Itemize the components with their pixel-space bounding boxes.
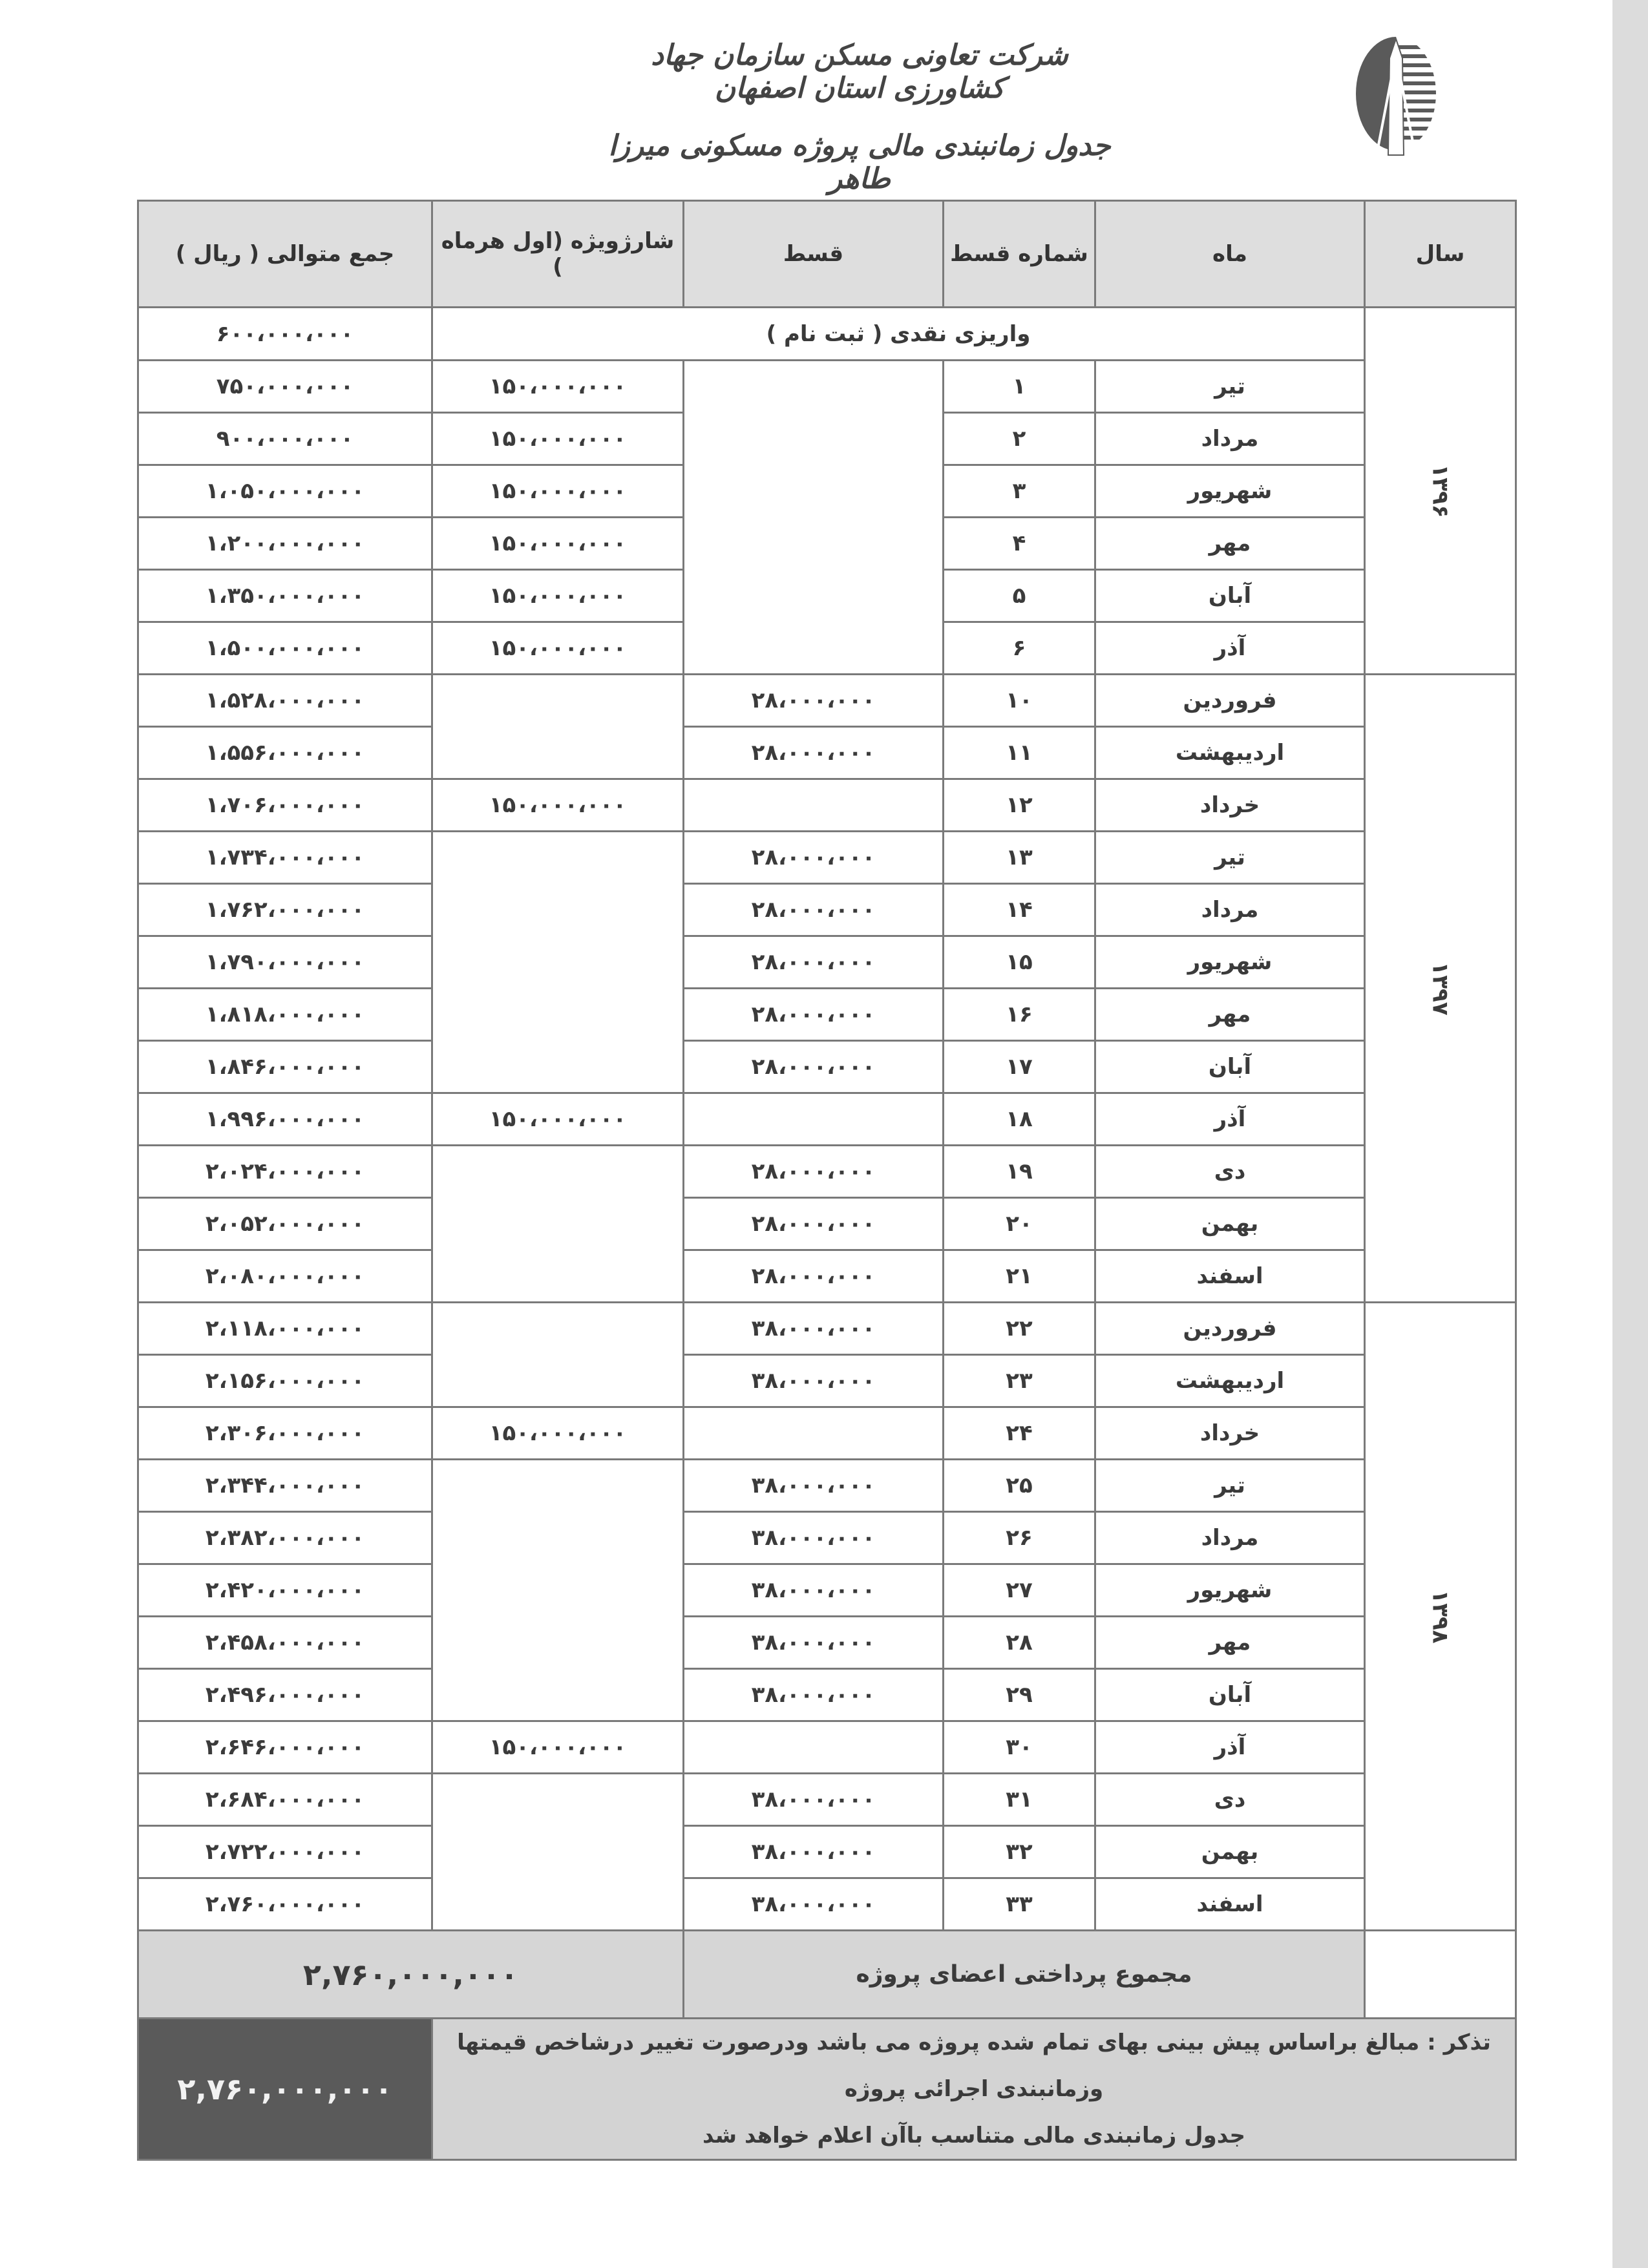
installment-cell: ۳۸،۰۰۰،۰۰۰ [684, 1564, 944, 1617]
document-title: جدول زمانبندی مالی پروژه مسکونی میرزا طاهر [608, 129, 1111, 195]
cumulative-cell: ۲،۳۴۴،۰۰۰،۰۰۰ [138, 1460, 432, 1512]
installment-number-cell: ۱۷ [944, 1041, 1095, 1093]
column-header-year: سال [1365, 201, 1516, 308]
installment-cell: ۲۸،۰۰۰،۰۰۰ [684, 1250, 944, 1303]
installment-number-cell: ۵ [944, 570, 1095, 622]
charge-cell: ۱۵۰،۰۰۰،۰۰۰ [432, 465, 684, 518]
table-row [138, 989, 1516, 1041]
cumulative-cell: ۲،۴۹۶،۰۰۰،۰۰۰ [138, 1669, 432, 1721]
table-row [138, 779, 1516, 832]
cumulative-cell: ۱،۳۵۰،۰۰۰،۰۰۰ [138, 570, 432, 622]
cumulative-cell: ۱،۲۰۰،۰۰۰،۰۰۰ [138, 518, 432, 570]
cumulative-cell: ۲،۶۸۴،۰۰۰،۰۰۰ [138, 1774, 432, 1826]
installment-cell: ۲۸،۰۰۰،۰۰۰ [684, 832, 944, 884]
installment-number-cell: ۱۵ [944, 936, 1095, 989]
cumulative-cell: ۱،۹۹۶،۰۰۰،۰۰۰ [138, 1093, 432, 1146]
month-cell: دی [1095, 1774, 1365, 1826]
year-cell [1365, 675, 1516, 1303]
month-cell: اسفند [1095, 1250, 1365, 1303]
cumulative-cell: ۲،۷۶۰،۰۰۰،۰۰۰ [138, 1878, 432, 1931]
month-cell: آذر [1095, 622, 1365, 675]
cumulative-cell: ۲،۷۲۲،۰۰۰،۰۰۰ [138, 1826, 432, 1878]
table-row [138, 1198, 1516, 1250]
installment-cell: ۲۸،۰۰۰،۰۰۰ [684, 727, 944, 779]
installment-cell: ۲۸،۰۰۰،۰۰۰ [684, 1146, 944, 1198]
charge-cell: ۱۵۰،۰۰۰،۰۰۰ [432, 1093, 684, 1146]
cumulative-cell: ۲،۴۵۸،۰۰۰،۰۰۰ [138, 1617, 432, 1669]
charge-cell: ۱۵۰،۰۰۰،۰۰۰ [432, 1407, 684, 1460]
column-header-month: ماه [1095, 201, 1365, 308]
year-cell [1365, 1303, 1516, 1931]
table-row [138, 832, 1516, 884]
installment-number-cell: ۲۵ [944, 1460, 1095, 1512]
installment-cell: ۳۸،۰۰۰،۰۰۰ [684, 1774, 944, 1826]
installment-cell [684, 1093, 944, 1146]
installment-number-cell: ۶ [944, 622, 1095, 675]
installment-cell: ۲۸،۰۰۰،۰۰۰ [684, 675, 944, 727]
charge-cell: ۱۵۰،۰۰۰،۰۰۰ [432, 622, 684, 675]
payment-schedule-table [137, 200, 1517, 2161]
cumulative-cell: ۱،۸۴۶،۰۰۰،۰۰۰ [138, 1041, 432, 1093]
year-label: ۱۳۹۸ [1427, 1589, 1453, 1644]
installment-number-cell: ۱۰ [944, 675, 1095, 727]
month-cell: فروردین [1095, 675, 1365, 727]
cumulative-cell: ۱،۰۵۰،۰۰۰،۰۰۰ [138, 465, 432, 518]
charge-cell-empty [432, 1303, 684, 1407]
table-row [138, 1407, 1516, 1460]
installment-cell: ۳۸،۰۰۰،۰۰۰ [684, 1617, 944, 1669]
charge-cell-empty [432, 1774, 684, 1931]
installment-cell: ۳۸،۰۰۰،۰۰۰ [684, 1460, 944, 1512]
table-row [138, 727, 1516, 779]
cumulative-cell: ۱،۵۵۶،۰۰۰،۰۰۰ [138, 727, 432, 779]
logo-tower [1388, 39, 1404, 155]
month-cell: اردیبهشت [1095, 1355, 1365, 1407]
cumulative-cell: ۲،۴۲۰،۰۰۰،۰۰۰ [138, 1564, 432, 1617]
month-cell: اسفند [1095, 1878, 1365, 1931]
cumulative-cell: ۱،۷۳۴،۰۰۰،۰۰۰ [138, 832, 432, 884]
charge-cell-empty [432, 675, 684, 779]
tower-emblem-logo [1331, 32, 1461, 174]
note-line-2: جدول زمانبندی مالی متناسب باآن اعلام خواهد شد [703, 2123, 1245, 2148]
installment-cell: ۳۸،۰۰۰،۰۰۰ [684, 1303, 944, 1355]
table-row [138, 1774, 1516, 1826]
table-row [138, 1146, 1516, 1198]
table-header-row [138, 201, 1516, 308]
installment-cell [684, 779, 944, 832]
year-label: ۱۳۹۷ [1427, 961, 1453, 1016]
month-cell: شهریور [1095, 936, 1365, 989]
cumulative-cell: ۱،۵۰۰،۰۰۰،۰۰۰ [138, 622, 432, 675]
installment-number-cell: ۲۸ [944, 1617, 1095, 1669]
table-row [138, 675, 1516, 727]
month-cell: تیر [1095, 832, 1365, 884]
month-cell: بهمن [1095, 1826, 1365, 1878]
company-name: شرکت تعاونی مسکن سازمان جهاد کشاورزی استان اصفهان [651, 39, 1068, 105]
column-header-installment-number: شماره قسط [944, 201, 1095, 308]
note-line-1: تذکر : مبالغ براساس پیش بینی بهای تمام شده پروژه می باشد ودرصورت تغییر درشاخص قیمتها وزمانبندی اجرائی پروژه [457, 2030, 1491, 2102]
month-cell: مهر [1095, 1617, 1365, 1669]
installment-cell [684, 1721, 944, 1774]
total-blank-cell [1365, 1931, 1516, 2019]
month-cell: آذر [1095, 1721, 1365, 1774]
month-cell: اردیبهشت [1095, 727, 1365, 779]
month-cell: بهمن [1095, 1198, 1365, 1250]
charge-cell-empty [432, 1460, 684, 1721]
month-cell: مهر [1095, 989, 1365, 1041]
installment-number-cell: ۱۳ [944, 832, 1095, 884]
cumulative-cell: ۱،۷۶۲،۰۰۰،۰۰۰ [138, 884, 432, 936]
installment-number-cell: ۱ [944, 361, 1095, 413]
cumulative-cell: ۱،۸۱۸،۰۰۰،۰۰۰ [138, 989, 432, 1041]
total-value: ۲,۷۶۰,۰۰۰,۰۰۰ [138, 1931, 684, 2019]
installment-cell: ۲۸،۰۰۰،۰۰۰ [684, 1041, 944, 1093]
installment-cell-empty [684, 361, 944, 675]
cumulative-cell: ۷۵۰،۰۰۰،۰۰۰ [138, 361, 432, 413]
installment-cell [684, 1407, 944, 1460]
month-cell: مرداد [1095, 413, 1365, 465]
installment-number-cell: ۳۲ [944, 1826, 1095, 1878]
installment-cell: ۳۸،۰۰۰،۰۰۰ [684, 1669, 944, 1721]
cumulative-cell: ۲،۱۵۶،۰۰۰،۰۰۰ [138, 1355, 432, 1407]
column-header-cumulative: جمع متوالی ( ریال ) [138, 201, 432, 308]
installment-number-cell: ۲۹ [944, 1669, 1095, 1721]
note-total-value: ۲,۷۶۰,۰۰۰,۰۰۰ [138, 2019, 432, 2160]
month-cell: آذر [1095, 1093, 1365, 1146]
installment-number-cell: ۱۶ [944, 989, 1095, 1041]
note-text [432, 2019, 1516, 2160]
table-row [138, 884, 1516, 936]
cumulative-cell: ۱،۵۲۸،۰۰۰،۰۰۰ [138, 675, 432, 727]
month-cell: شهریور [1095, 465, 1365, 518]
cumulative-cell: ۱،۷۰۶،۰۰۰،۰۰۰ [138, 779, 432, 832]
registration-label: واریزی نقدی ( ثبت نام ) [432, 308, 1365, 361]
month-cell: شهریور [1095, 1564, 1365, 1617]
installment-number-cell: ۳ [944, 465, 1095, 518]
month-cell: فروردین [1095, 1303, 1365, 1355]
month-cell: خرداد [1095, 779, 1365, 832]
installment-number-cell: ۴ [944, 518, 1095, 570]
charge-cell: ۱۵۰،۰۰۰،۰۰۰ [432, 361, 684, 413]
cumulative-cell: ۲،۳۰۶،۰۰۰،۰۰۰ [138, 1407, 432, 1460]
installment-number-cell: ۲۶ [944, 1512, 1095, 1564]
cumulative-cell: ۹۰۰،۰۰۰،۰۰۰ [138, 413, 432, 465]
column-header-installment: قسط [684, 201, 944, 308]
installment-number-cell: ۲۴ [944, 1407, 1095, 1460]
installment-cell: ۳۸،۰۰۰،۰۰۰ [684, 1878, 944, 1931]
installment-cell: ۲۸،۰۰۰،۰۰۰ [684, 1198, 944, 1250]
month-cell: خرداد [1095, 1407, 1365, 1460]
installment-cell: ۲۸،۰۰۰،۰۰۰ [684, 989, 944, 1041]
cumulative-cell: ۲،۰۲۴،۰۰۰،۰۰۰ [138, 1146, 432, 1198]
installment-cell: ۲۸،۰۰۰،۰۰۰ [684, 884, 944, 936]
installment-number-cell: ۳۰ [944, 1721, 1095, 1774]
charge-cell-empty [432, 832, 684, 1093]
table-row [138, 1564, 1516, 1617]
installment-cell: ۳۸،۰۰۰،۰۰۰ [684, 1512, 944, 1564]
installment-number-cell: ۲۱ [944, 1250, 1095, 1303]
table-row [138, 1669, 1516, 1721]
installment-number-cell: ۲ [944, 413, 1095, 465]
charge-cell: ۱۵۰،۰۰۰،۰۰۰ [432, 413, 684, 465]
installment-number-cell: ۱۹ [944, 1146, 1095, 1198]
charge-cell: ۱۵۰،۰۰۰،۰۰۰ [432, 779, 684, 832]
cumulative-cell: ۲،۶۴۶،۰۰۰،۰۰۰ [138, 1721, 432, 1774]
month-cell: تیر [1095, 1460, 1365, 1512]
total-label: مجموع پرداختی اعضای پروژه [684, 1931, 1365, 2019]
table-row [138, 1041, 1516, 1093]
cumulative-cell: ۱،۷۹۰،۰۰۰،۰۰۰ [138, 936, 432, 989]
installment-number-cell: ۲۳ [944, 1355, 1095, 1407]
total-row [138, 1931, 1516, 2019]
month-cell: تیر [1095, 361, 1365, 413]
column-header-charge: شارژویژه (اول هرماه ) [432, 201, 684, 308]
installment-cell: ۳۸،۰۰۰،۰۰۰ [684, 1826, 944, 1878]
year-cell [1365, 308, 1516, 675]
installment-number-cell: ۲۲ [944, 1303, 1095, 1355]
month-cell: مرداد [1095, 884, 1365, 936]
registration-cumulative: ۶۰۰،۰۰۰،۰۰۰ [138, 308, 432, 361]
installment-number-cell: ۱۱ [944, 727, 1095, 779]
table-row [138, 1250, 1516, 1303]
charge-cell: ۱۵۰،۰۰۰،۰۰۰ [432, 570, 684, 622]
table-row [138, 1460, 1516, 1512]
year-label: ۱۳۹۶ [1427, 463, 1453, 518]
month-cell: آبان [1095, 1041, 1365, 1093]
charge-cell: ۱۵۰،۰۰۰،۰۰۰ [432, 518, 684, 570]
cumulative-cell: ۲،۰۵۲،۰۰۰،۰۰۰ [138, 1198, 432, 1250]
table-row [138, 361, 1516, 413]
installment-cell: ۳۸،۰۰۰،۰۰۰ [684, 1355, 944, 1407]
installment-number-cell: ۳۳ [944, 1878, 1095, 1931]
installment-number-cell: ۲۰ [944, 1198, 1095, 1250]
installment-number-cell: ۱۲ [944, 779, 1095, 832]
charge-cell-empty [432, 1146, 684, 1303]
month-cell: مرداد [1095, 1512, 1365, 1564]
installment-number-cell: ۱۸ [944, 1093, 1095, 1146]
cumulative-cell: ۲،۱۱۸،۰۰۰،۰۰۰ [138, 1303, 432, 1355]
charge-cell: ۱۵۰،۰۰۰،۰۰۰ [432, 1721, 684, 1774]
note-row [138, 2019, 1516, 2160]
table-row [138, 1721, 1516, 1774]
table-row [138, 1512, 1516, 1564]
cumulative-cell: ۲،۳۸۲،۰۰۰،۰۰۰ [138, 1512, 432, 1564]
month-cell: آبان [1095, 570, 1365, 622]
table-row [138, 1303, 1516, 1355]
scan-edge [1612, 0, 1648, 2268]
table-row [138, 1878, 1516, 1931]
installment-number-cell: ۱۴ [944, 884, 1095, 936]
installment-number-cell: ۲۷ [944, 1564, 1095, 1617]
month-cell: آبان [1095, 1669, 1365, 1721]
registration-row [138, 308, 1516, 361]
cumulative-cell: ۲،۰۸۰،۰۰۰،۰۰۰ [138, 1250, 432, 1303]
month-cell: دی [1095, 1146, 1365, 1198]
month-cell: مهر [1095, 518, 1365, 570]
table-row [138, 936, 1516, 989]
table-row [138, 1617, 1516, 1669]
installment-cell: ۲۸،۰۰۰،۰۰۰ [684, 936, 944, 989]
table-row [138, 1355, 1516, 1407]
table-row [138, 1093, 1516, 1146]
table-row [138, 1826, 1516, 1878]
installment-number-cell: ۳۱ [944, 1774, 1095, 1826]
